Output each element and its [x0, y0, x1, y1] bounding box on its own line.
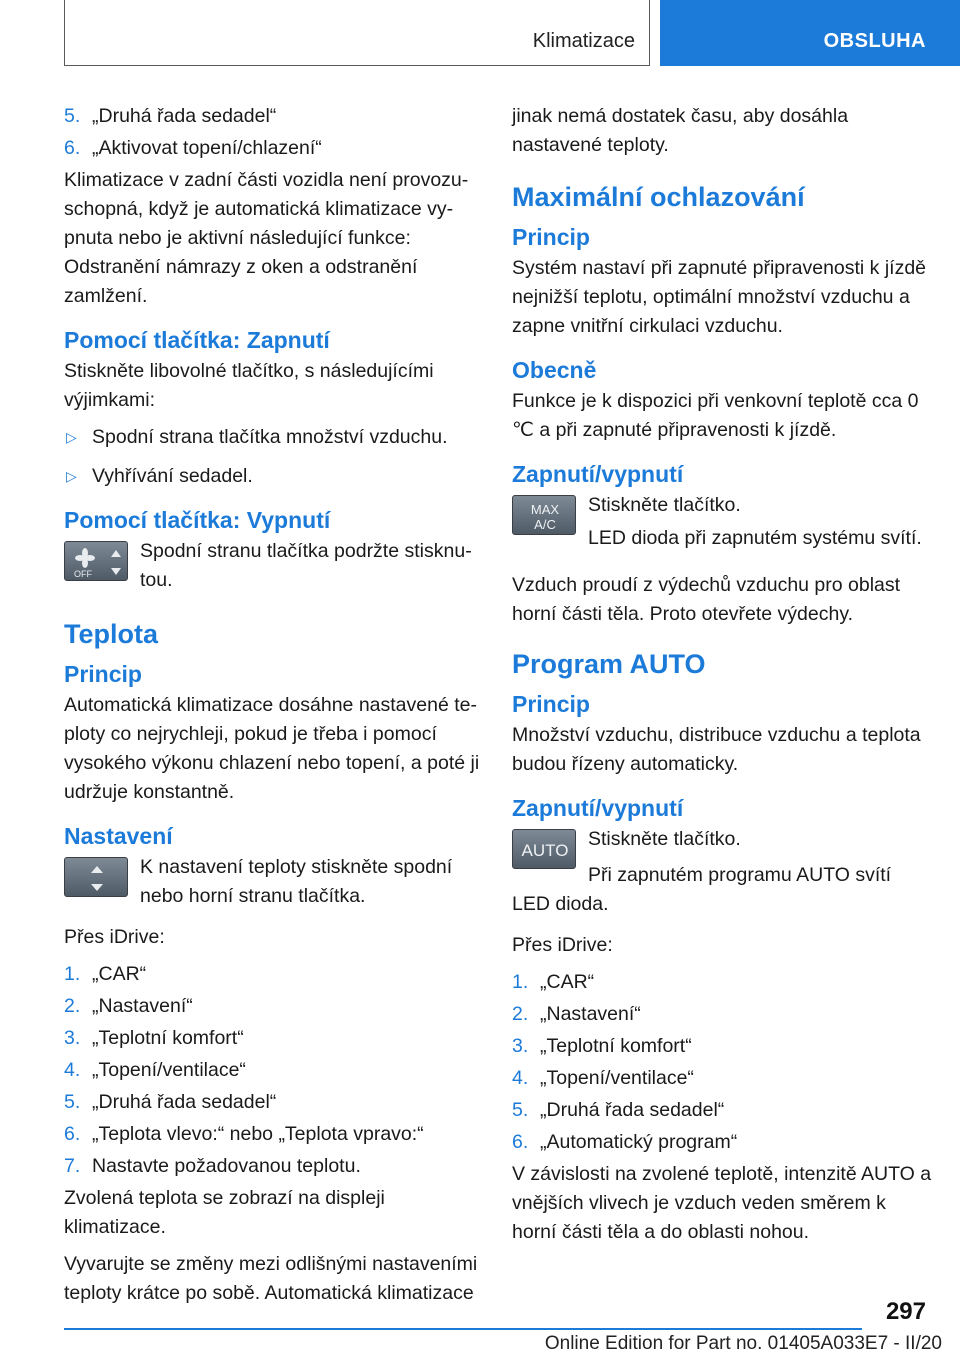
list-item: 6. „Automatický program“	[512, 1131, 738, 1153]
right-column	[512, 102, 932, 1255]
heading-temperature: Teplota	[64, 619, 158, 649]
triangle-bullet-icon: ▷	[66, 429, 77, 445]
heading-on-off: Zapnutí/vypnutí	[512, 461, 684, 487]
heading-principle: Princip	[64, 661, 142, 687]
list-item: 2. „Nastavení“	[64, 995, 193, 1017]
numbered-list-idrive	[64, 960, 480, 1181]
heading-general: Obecně	[512, 357, 597, 383]
numbered-list-top	[64, 102, 480, 163]
list-item: 5. „Druhá řada sedadel“	[64, 1091, 277, 1113]
paragraph: V závislosti na zvolené teplotě, intenzitě AUTO a vnějších vlivech je vzduch veden směrem k horní části těla a do oblasti nohou.	[512, 1163, 932, 1243]
paragraph: Systém nastaví při zapnuté připravenosti k jízdě nejnižší teplotu, optimální množství vzduchu a zapne vnitřní cirkulaci vzduchu.	[512, 257, 927, 337]
triangle-bullet-icon: ▷	[66, 468, 77, 484]
paragraph: Množství vzduchu, distribuce vzduchu a teplota budou řízeny automaticky.	[512, 724, 921, 775]
list-item: 6. „Teplota vlevo:“ nebo „Teplota vpravo:“	[64, 1123, 424, 1145]
list-item: 6. „Aktivovat topení/chlazení“	[64, 137, 322, 159]
heading-principle: Princip	[512, 691, 590, 717]
paragraph: Přes iDrive:	[512, 934, 613, 956]
list-item: 4. „Topení/ventilace“	[512, 1067, 694, 1089]
list-item: 5. „Druhá řada sedadel“	[512, 1099, 725, 1121]
list-item: 3. „Teplotní komfort“	[64, 1027, 244, 1049]
list-item: 1. „CAR“	[512, 971, 595, 993]
list-item: 3. „Teplotní komfort“	[512, 1035, 692, 1057]
off-button-row: OFF Spodní stranu tlačítka podržte stisknutou.	[64, 537, 480, 595]
temp-button-row: K nastavení teploty stiskněte spodní nebo horní stranu tlačítka.	[64, 853, 480, 911]
list-item: 5. „Druhá řada sedadel“	[64, 105, 277, 127]
footer-divider	[64, 1328, 862, 1330]
chapter-tab[interactable]	[660, 0, 960, 66]
bullet-list	[64, 423, 480, 491]
paragraph: Klimatizace v zadní části vozidla není provozuschopná, když je automatická klimatizace vypnuta nebo je aktivní následující funkce: Odstranění námrazy z oken a odstranění zamlžení.	[64, 169, 469, 307]
left-column	[64, 102, 480, 1316]
list-item: ▷ Spodní strana tlačítka množství vzduchu.	[64, 423, 480, 452]
svg-text:A/C: A/C	[534, 517, 556, 532]
paragraph: Funkce je k dispozici při venkovní teplotě cca 0 ℃ a při zapnuté připravenosti k jízdě.	[512, 390, 919, 441]
paragraph: Při zapnutém programu AUTO svítí LED dioda.	[512, 864, 892, 915]
paragraph: Vzduch proudí z výdechů vzduchu pro oblast horní části těla. Proto otevřete výdechy.	[512, 574, 901, 625]
paragraph: Přes iDrive:	[64, 926, 165, 948]
paragraph: Vyvarujte se změny mezi odlišnými nastaveními teploty krátce po sobě. Automatická klimatizace	[64, 1253, 478, 1304]
heading-settings: Nastavení	[64, 823, 173, 849]
max-ac-button-icon	[512, 495, 576, 535]
paragraph: Stiskněte libovolné tlačítko, s následujícími výjimkami:	[64, 360, 434, 411]
section-title: Klimatizace	[532, 30, 635, 52]
page-number: 297	[885, 1298, 926, 1325]
fan-off-button-icon	[64, 541, 128, 581]
list-item: 4. „Topení/ventilace“	[64, 1059, 246, 1081]
up-down-button-icon	[64, 857, 128, 897]
max-ac-button-row: MAX A/C Stiskněte tlačítko. LED dioda při zapnutém systému svítí.	[512, 491, 932, 561]
paragraph: Zvolená teplota se zobrazí na displeji klimatizace.	[64, 1187, 385, 1238]
svg-text:MAX: MAX	[530, 502, 560, 517]
heading-principle: Princip	[512, 224, 590, 250]
edition-note: Online Edition for Part no. 01405A033E7 - II/20	[544, 1333, 942, 1354]
auto-button-row: AUTO Stiskněte tlačítko.	[512, 825, 932, 869]
numbered-list-idrive	[512, 968, 932, 1157]
auto-button-icon	[512, 829, 576, 869]
heading-auto-program: Program AUTO	[512, 649, 706, 679]
svg-text:OFF: OFF	[74, 569, 92, 579]
paragraph: jinak nemá dostatek času, aby dosáhla nastavené teploty.	[512, 105, 849, 156]
header-frame	[64, 0, 650, 66]
paragraph: Automatická klimatizace dosáhne nastavené teploty co nejrychleji, pokud je třeba i pomocí vysokého výkonu chlazení nebo topení, a poté ji udržuje konstantně.	[64, 694, 480, 803]
heading-button-on: Pomocí tlačítka: Zapnutí	[64, 327, 330, 353]
list-item: 7. Nastavte požadovanou teplotu.	[64, 1155, 361, 1177]
heading-max-cooling: Maximální ochlazování	[512, 182, 805, 212]
chapter-tab-label: OBSLUHA	[823, 30, 926, 52]
heading-on-off: Zapnutí/vypnutí	[512, 795, 684, 821]
list-item: 1. „CAR“	[64, 963, 147, 985]
svg-text:AUTO: AUTO	[521, 841, 569, 860]
list-item: 2. „Nastavení“	[512, 1003, 641, 1025]
list-item: ▷ Vyhřívání sedadel.	[64, 462, 480, 491]
heading-button-off: Pomocí tlačítka: Vypnutí	[64, 507, 331, 533]
